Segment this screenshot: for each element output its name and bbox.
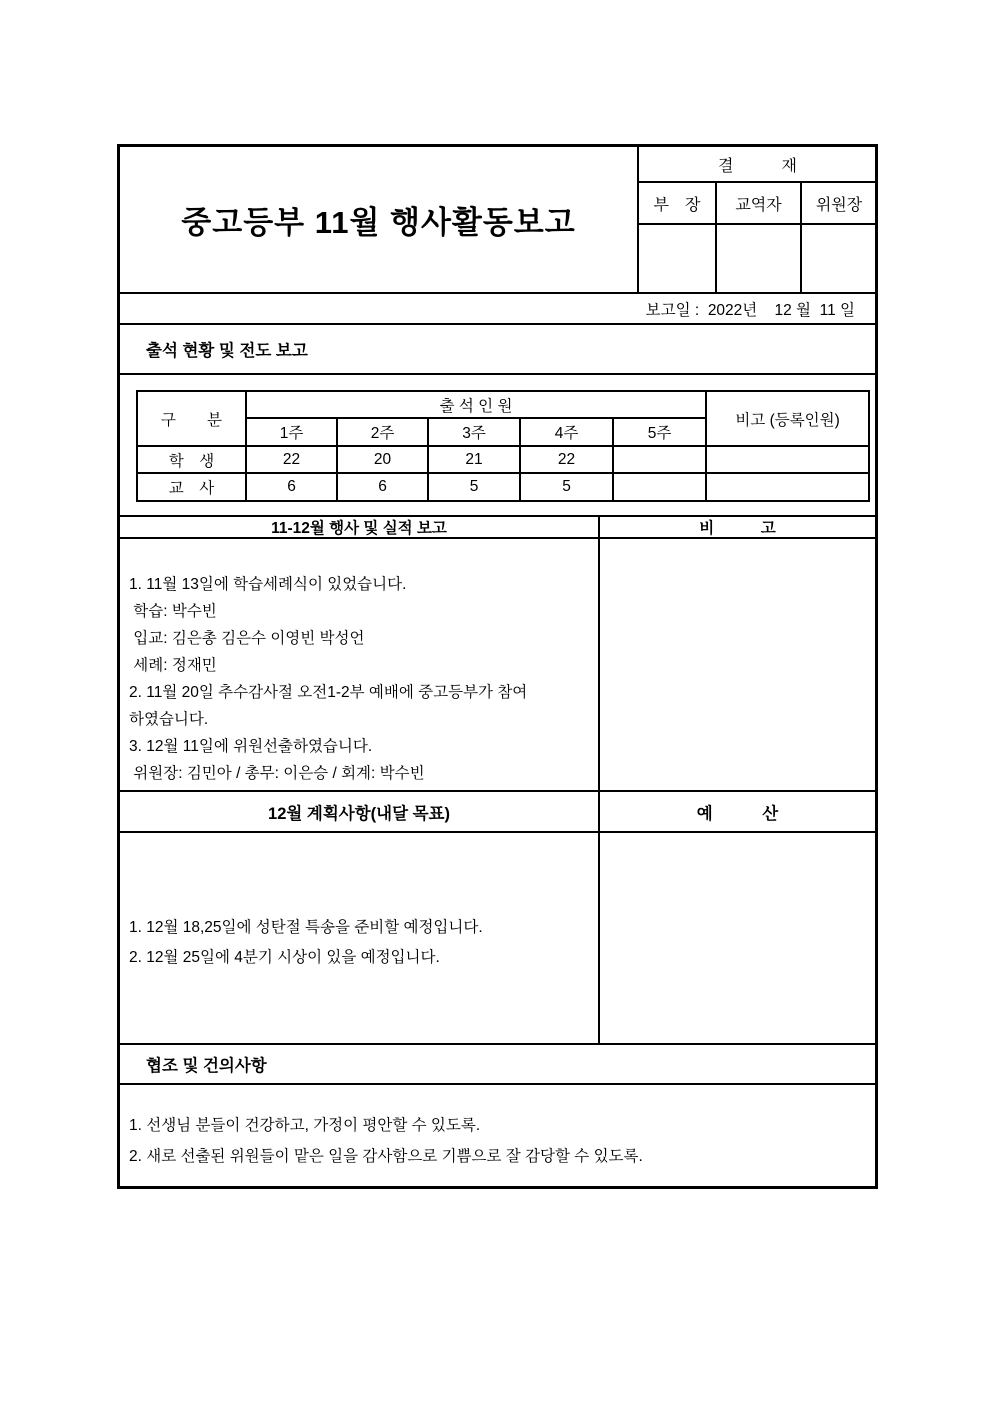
- horizontal-divider: [120, 373, 875, 375]
- events-content: [129, 571, 597, 787]
- page-title: 중고등부 11월 행사활동보고: [181, 205, 576, 240]
- text-line: 3. 12월 11일에 위원선출하였습니다.: [129, 738, 373, 755]
- attendance-value: 22: [246, 446, 337, 473]
- attendance-note: [706, 446, 869, 473]
- section-title-suggestions: 협조 및 건의사항: [146, 1057, 267, 1075]
- attendance-value: [613, 473, 706, 501]
- attendance-category-header: 구 분: [137, 391, 246, 446]
- attendance-value: 5: [520, 473, 613, 501]
- attendance-value: 21: [428, 446, 520, 473]
- week-header: 3주: [428, 418, 520, 446]
- attendance-value: [613, 446, 706, 473]
- attendance-note-header: 비고 (등록인원): [706, 391, 869, 446]
- table-row-teachers: [137, 473, 869, 501]
- approval-col-minister: 교역자: [716, 182, 801, 224]
- approval-table: [637, 147, 876, 292]
- section-title-events: 11-12월 행사 및 실적 보고: [271, 519, 447, 537]
- week-header: 5주: [613, 418, 706, 446]
- text-line: 학습: 박수빈: [129, 603, 217, 620]
- attendance-count-header: 출 석 인 원: [246, 391, 706, 418]
- approval-signature-cell: [801, 224, 876, 292]
- vertical-divider: [598, 515, 600, 1043]
- text-line: 입교: 김은총 김은수 이영빈 박성언: [129, 630, 365, 647]
- approval-col-department-head: 부 장: [638, 182, 716, 224]
- approval-title-cell: 결 재: [638, 147, 876, 182]
- text-line: 1. 선생님 분들이 건강하고, 가정이 평안할 수 있도록.: [129, 1117, 481, 1134]
- text-line: 세례: 정재민: [129, 657, 217, 674]
- text-line: 1. 11월 13일에 학습세례식이 있었습니다.: [129, 576, 407, 593]
- horizontal-divider: [120, 831, 875, 833]
- approval-col-chairman: 위원장: [801, 182, 876, 224]
- section-title-plans: 12월 계획사항(내달 목표): [268, 804, 450, 823]
- suggestions-content: [129, 1110, 869, 1172]
- report-date: 보고일 : 2022년 12 월 11 일: [645, 301, 855, 319]
- attendance-table: [136, 390, 870, 502]
- section-title-budget: 예 산: [696, 804, 779, 823]
- week-header: 1주: [246, 418, 337, 446]
- row-label: 학 생: [137, 446, 246, 473]
- section-title-attendance: 출석 현황 및 전도 보고: [146, 342, 308, 360]
- attendance-note: [706, 473, 869, 501]
- attendance-value: 20: [337, 446, 428, 473]
- approval-signature-cell: [716, 224, 801, 292]
- approval-signature-cell: [638, 224, 716, 292]
- text-line: 위원장: 김민아 / 총무: 이은승 / 회계: 박수빈: [129, 765, 425, 782]
- horizontal-divider: [120, 1083, 875, 1085]
- section-title-note: 비 고: [699, 519, 776, 537]
- text-line: 2. 12월 25일에 4분기 시상이 있을 예정입니다.: [129, 949, 440, 966]
- attendance-value: 22: [520, 446, 613, 473]
- attendance-value: 6: [246, 473, 337, 501]
- week-header: 2주: [337, 418, 428, 446]
- row-label: 교 사: [137, 473, 246, 501]
- text-line: 1. 12월 18,25일에 성탄절 특송을 준비할 예정입니다.: [129, 919, 483, 936]
- table-row-students: [137, 446, 869, 473]
- plans-content: [129, 913, 597, 973]
- document-frame: [117, 144, 878, 1189]
- text-line: 하였습니다.: [129, 711, 209, 728]
- attendance-value: 6: [337, 473, 428, 501]
- text-line: 2. 새로 선출된 위원들이 맡은 일을 감사함으로 기쁨으로 잘 감당할 수 있도록.: [129, 1148, 643, 1165]
- text-line: 2. 11월 20일 추수감사절 오전1-2부 예배에 중고등부가 참여: [129, 684, 528, 701]
- week-header: 4주: [520, 418, 613, 446]
- attendance-value: 5: [428, 473, 520, 501]
